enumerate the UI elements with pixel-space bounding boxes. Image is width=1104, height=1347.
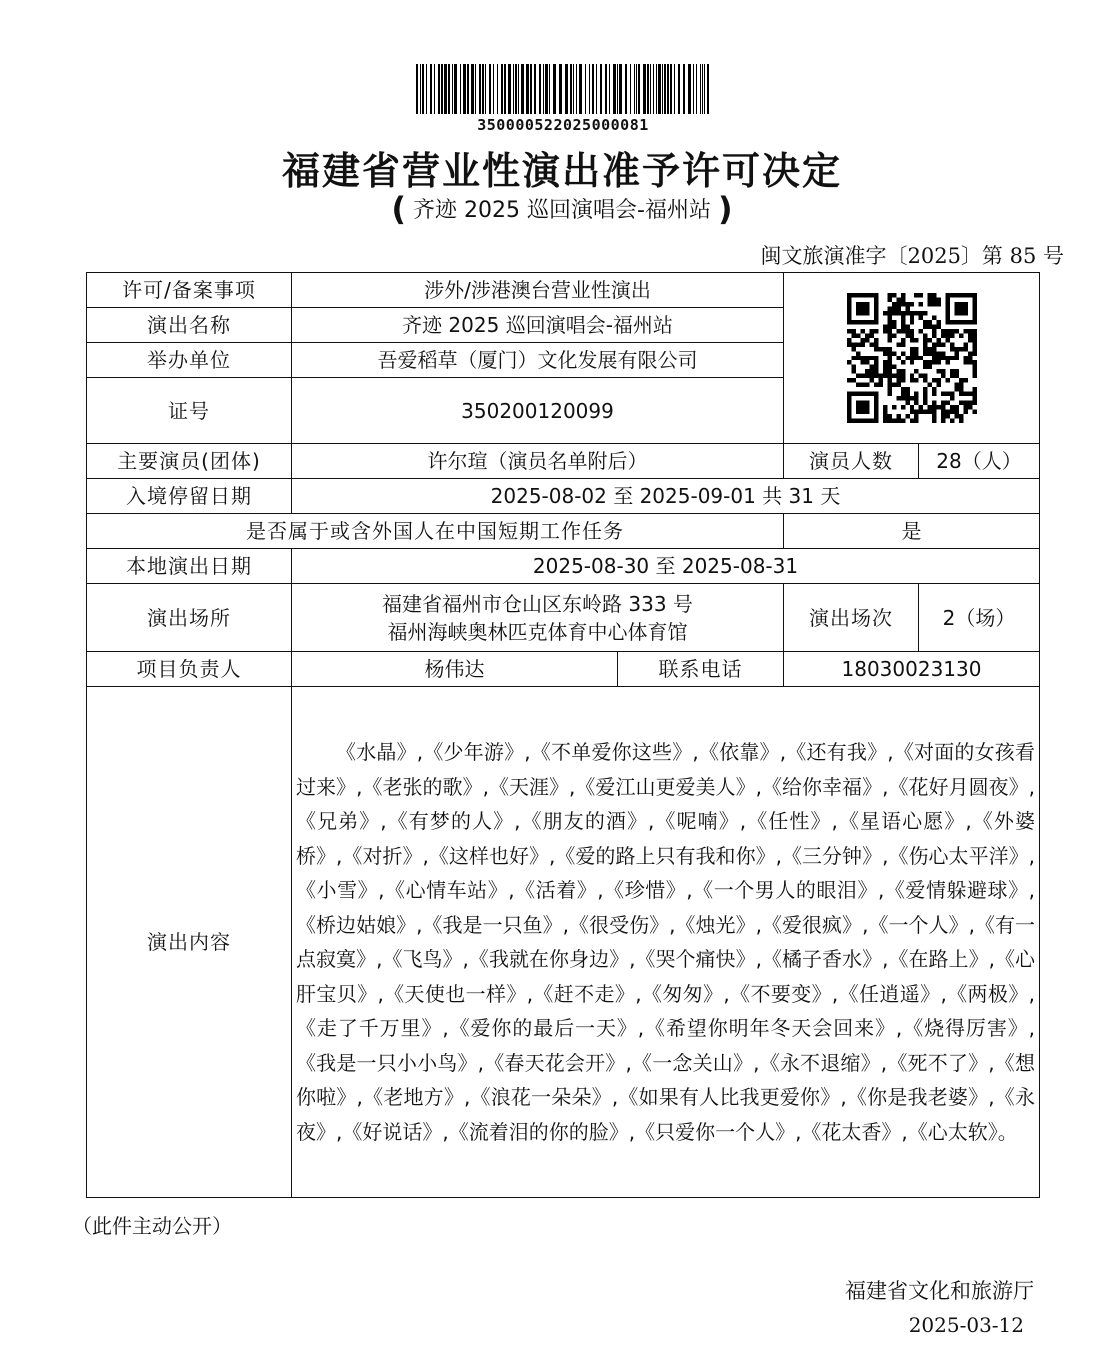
venue-value <box>292 584 784 652</box>
show-name-label: 演出名称 <box>87 308 292 343</box>
document-subtitle <box>0 190 1104 228</box>
issuer: 福建省文化和旅游厅 <box>845 1279 1034 1303</box>
organizer-value: 吾爱稻草（厦门）文化发展有限公司 <box>292 343 784 378</box>
entry-date-label: 入境停留日期 <box>87 479 292 514</box>
venue-address: 福建省福州市仓山区东岭路 333 号 <box>382 591 693 616</box>
subtitle-close-paren: ) <box>717 190 733 228</box>
subtitle-text: 齐迹 2025 巡回演唱会-福州站 <box>413 198 711 223</box>
qr-code <box>847 293 977 423</box>
phone-label: 联系电话 <box>618 652 784 687</box>
song-list: 《水晶》,《少年游》,《不单爱你这些》,《依靠》,《还有我》,《对面的女孩看过来》,《老张的歌》,《天涯》,《爱江山更爱美人》,《给你幸福》,《花好月圆夜》,《兄弟》,《有梦的人》,《朋友的酒》,《呢喃》,《任性》,《星语心愿》,《外婆桥》,《对折》,《这样也好》,《爱的路上只有我和你》,《三分钟》,《伤心太平洋》,《小雪》,《心情车站》,《活着》,《珍惜》,《一个男人的眼泪》,《爱情躲避球》,《桥边姑娘》,《我是一只鱼》,《很受伤》,《烛光》,《爱很疯》,《一个人》,《有一点寂寞》,《飞鸟》,《我就在你身边》,《哭个痛快》,《橘子香水》,《在路上》,《心肝宝贝》,《天使也一样》,《赶不走》,《匆匆》,《不要变》,《任逍遥》,《两极》,《走了千万里》,《爱你的最后一天》,《希望你明年冬天会回来》,《烧得厉害》,《我是一只小小鸟》,《春天花会开》,《一念关山》,《永不退缩》,《死不了》,《想你啦》,《老地方》,《浪花一朵朵》,《如果有人比我更爱你》,《你是我老婆》,《永夜》,《好说话》,《流着泪的你的脸》,《只爱你一个人》,《花太香》,《心太软》。 <box>296 740 1035 1144</box>
content-label: 演出内容 <box>87 687 292 1198</box>
manager-value: 杨伟达 <box>292 652 618 687</box>
performer-value: 许尔瑄（演员名单附后） <box>292 444 784 479</box>
barcode-number: 350000522025000081 <box>477 116 649 134</box>
sessions-label: 演出场次 <box>784 584 919 652</box>
venue-name: 福州海峡奥林匹克体育中心体育馆 <box>387 619 688 644</box>
sessions-value: 2（场） <box>919 584 1040 652</box>
performer-count-value: 28（人） <box>919 444 1040 479</box>
foreign-work-label: 是否属于或含外国人在中国短期工作任务 <box>87 514 784 549</box>
local-date-label: 本地演出日期 <box>87 549 292 584</box>
performer-label: 主要演员(团体) <box>87 444 292 479</box>
performer-count-label: 演员人数 <box>784 444 919 479</box>
license-table <box>86 272 1040 1198</box>
cert-value: 350200120099 <box>292 378 784 444</box>
manager-label: 项目负责人 <box>87 652 292 687</box>
qr-cell <box>784 273 1040 444</box>
public-note: （此件主动公开） <box>72 1214 232 1238</box>
item-label: 许可/备案事项 <box>87 273 292 308</box>
subtitle-open-paren: ( <box>391 190 407 228</box>
barcode <box>416 64 710 114</box>
venue-label: 演出场所 <box>87 584 292 652</box>
phone-value: 18030023130 <box>784 652 1040 687</box>
foreign-work-value: 是 <box>784 514 1040 549</box>
document-title: 福建省营业性演出准予许可决定 <box>281 148 842 193</box>
show-name-value: 齐迹 2025 巡回演唱会-福州站 <box>292 308 784 343</box>
local-date-value: 2025-08-30 至 2025-08-31 <box>292 549 1040 584</box>
content-value-cell <box>292 687 1040 1198</box>
document-number: 闽文旅演准字〔2025〕第 85 号 <box>760 244 1064 268</box>
cert-label: 证号 <box>87 378 292 444</box>
item-value: 涉外/涉港澳台营业性演出 <box>292 273 784 308</box>
entry-date-value: 2025-08-02 至 2025-09-01 共 31 天 <box>292 479 1040 514</box>
issue-date: 2025-03-12 <box>908 1313 1024 1337</box>
organizer-label: 举办单位 <box>87 343 292 378</box>
